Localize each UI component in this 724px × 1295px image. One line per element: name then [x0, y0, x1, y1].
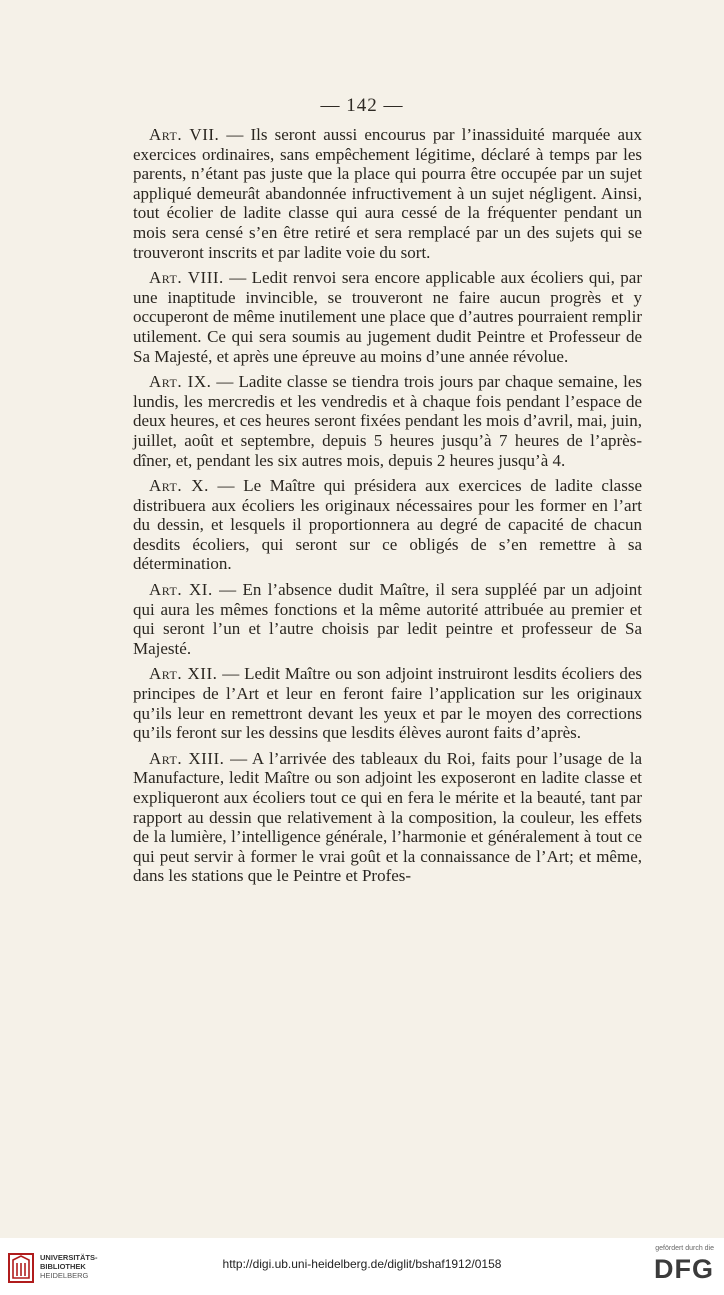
library-name-line: BIBLIOTHEK — [40, 1262, 86, 1271]
article-paragraph — [133, 749, 642, 886]
article-label: Art. XIII. — [149, 748, 225, 768]
article-label: Art. X. — [149, 476, 209, 496]
article-label: Art. VII. — [149, 125, 220, 144]
article-label: Art. XII. — [149, 664, 218, 684]
article-label: Art. IX. — [149, 372, 212, 392]
library-name-line: HEIDELBERG — [40, 1271, 89, 1280]
article-body: — Ladite classe se tiendra trois jours par chaque semaine, les lundis, les mercredis et les vendredis et à chaque fois pendant l’espace de deux heures, et ces heures seront fixées pendant les mois d’avril, mai, juin, juillet, août et septembre, depuis 5 heures jusqu’à 7 heures de l’après-dîner, et, pendant les six autres mois, depuis 2 heures jusqu’à 4. — [133, 372, 643, 470]
article-paragraph — [133, 125, 642, 262]
library-name-line: UNIVERSITÄTS- — [40, 1253, 98, 1262]
article-label: Art. XI. — [149, 580, 213, 600]
article-body: — Le Maître qui présidera aux exercices de ladite classe distribuera aux écoliers les originaux nécessaires pour les former en l’art du dessin, et lesquels il proportionnera au degré de capacité de chacun desdits écoliers, qui seront sur ce obligés de s’en remettre à sa détermination. — [133, 476, 642, 574]
article-paragraph — [133, 268, 642, 366]
dfg-logo: DFG — [654, 1254, 714, 1284]
funding-credit — [630, 1244, 714, 1284]
article-paragraph — [133, 664, 642, 742]
funding-caption: gefördert durch die — [655, 1245, 714, 1252]
article-body: — A l’arrivée des tableaux du Roi, faits pour l’usage de la Manufacture, ledit Maître ou son adjoint les exposeront en ladite classe et expliqueront aux écoliers tout ce qui en fera le mérite et la beauté, tant par rapport au dessin que relativement à la composition, la couleur, les effets de la lumière, l’intelligence générale, l’harmonie et généralement à tout ce qui peut servir à former le vrai goût et la connaissance de l’Art; et même, dans les stations que le Peintre et Profes- — [133, 748, 643, 886]
article-body: — Ledit renvoi sera encore applicable aux écoliers qui, par une inaptitude invincible, se trouveront ne faire aucun progrès et y occuperont de même inutilement une place que d’autres pourraient remplir utilement. Ce qui sera soumis au jugement dudit Peintre et Professeur de Sa Majesté, et après une épreuve au moins d’une année révolue. — [133, 268, 643, 366]
page-number: — 142 — — [320, 95, 404, 116]
article-body: — Ils seront aussi encourus par l’inassiduité marquée aux exercices ordinaires, sans empêchement légitime, déclaré à temps par les parents, n’étant pas juste que la place qui pourra être occupée par un sujet appliqué demeurât abandonnée infructivement à un sujet négligent. Ainsi, tout écolier de ladite classe qui aura cessé de la fréquenter pendant un mois sera censé s’en être retiré et sera remplacé par un des sujets qui se trouveront inscrits et par ladite voie du sort. — [133, 125, 642, 262]
article-body: — Ledit Maître ou son adjoint instruiront lesdits écoliers des principes de l’Art et leur en feront faire l’application sur les originaux qu’ils leur en remettront devant les yeux et par le moyen des corrections qu’ils feront sur les dessins que lesdits élèves auront faits d’après. — [133, 664, 642, 743]
article-text-block — [133, 125, 642, 892]
article-label: Art. VIII. — [149, 268, 224, 288]
footer-bar — [0, 1238, 724, 1295]
article-body: — En l’absence dudit Maître, il sera suppléé par un adjoint qui aura les mêmes fonctions et la même autorité attribuée au premier et qui seront l’un et l’autre choisis par ledit peintre et professeur de Sa Majesté. — [133, 580, 642, 658]
article-paragraph — [133, 372, 642, 470]
permalink-url[interactable]: http://digi.ub.uni-heidelberg.de/diglit/bshaf1912/0158 — [222, 1257, 502, 1271]
article-paragraph — [133, 476, 642, 574]
article-paragraph — [133, 580, 642, 658]
